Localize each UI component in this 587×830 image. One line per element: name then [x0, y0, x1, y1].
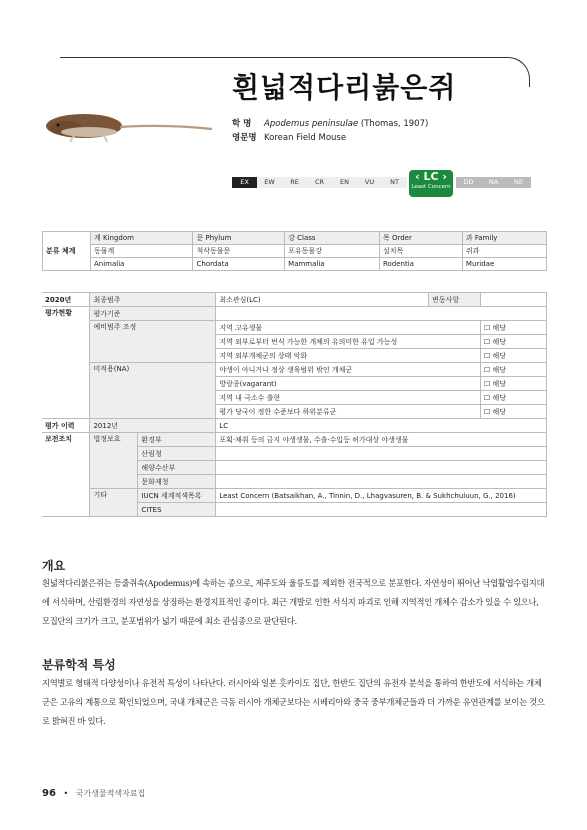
table-cell: 포획·채취 등의 금지 야생생물, 수출·수입등 허가대상 야생생물: [216, 433, 547, 447]
table-cell: 계 Kingdom: [91, 232, 193, 245]
table-cell: Chordata: [193, 258, 285, 271]
table-cell: 척삭동물문: [193, 245, 285, 258]
table-cell: 야생이 아니거나 정상 생육범위 밖인 개체군: [216, 363, 481, 377]
table-cell: [481, 293, 547, 307]
table-cell: 포유동물강: [285, 245, 380, 258]
table-cell: Animalia: [91, 258, 193, 271]
check-item[interactable]: ☐ 해당: [481, 349, 547, 363]
table-cell: CITES: [138, 503, 216, 517]
table-cell: 기타: [90, 489, 138, 517]
check-item[interactable]: ☐ 해당: [481, 335, 547, 349]
iucn-cell: NE: [506, 177, 531, 188]
table-cell: 방랑종(vagarant): [216, 377, 481, 391]
table-cell: 설치목: [379, 245, 462, 258]
table-cell: 예비범주 조정: [90, 321, 216, 363]
taxonomy-table: [42, 231, 547, 271]
table-cell: [216, 447, 547, 461]
iucn-cell: EN: [332, 177, 357, 188]
table-cell: [216, 475, 547, 489]
iucn-current-sub: Least Concern: [411, 184, 451, 190]
protect-label: 보전조치: [42, 433, 90, 517]
check-item[interactable]: ☐ 해당: [481, 405, 547, 419]
table-cell: Least Concern (Batsaikhan, A., Tinnin, D., Lhagvasuren, B. & Sukhchuluun, G., 2016): [216, 489, 547, 503]
table-cell: 지역 고유생물: [216, 321, 481, 335]
table-cell: 쥐과: [462, 245, 546, 258]
table-cell: 변동사항: [429, 293, 481, 307]
table-cell: Rodentia: [379, 258, 462, 271]
table-cell: Mammalia: [285, 258, 380, 271]
table-cell: 목 Order: [379, 232, 462, 245]
sci-author: (Thomas, 1907): [360, 119, 429, 129]
check-item[interactable]: ☐ 해당: [481, 363, 547, 377]
iucn-cell: RE: [282, 177, 307, 188]
table-cell: 2012년: [90, 419, 216, 433]
table-cell: 지역 내 극소수 출현: [216, 391, 481, 405]
iucn-cell: NT: [382, 177, 407, 188]
iucn-cell: CR: [307, 177, 332, 188]
footer-separator: •: [63, 789, 69, 798]
overview-heading: 개요: [42, 559, 66, 573]
table-cell: 미적용(NA): [90, 363, 216, 419]
iucn-cell: VU: [357, 177, 382, 188]
taxo-traits-text: 지역별로 형태적 다양성이나 유전적 특성이 나타난다. 러시아와 일본 홋카이도 집단, 한반도 집단의 유전자 분석을 통하여 한반도에 서식하는 개체군은 고유의 계통으로 확인되었으며, 국내 개체군은 극동 러시아 개체군보다는 시베리아와 중국 중부개체군들과 더 가까운 유연관계를 보이는 것으로 밝혀진 바 있다.: [42, 678, 545, 726]
table-cell: 최소관심(LC): [216, 293, 429, 307]
page-number: 96: [42, 788, 56, 799]
check-item[interactable]: ☐ 해당: [481, 391, 547, 405]
page-title: 흰넓적다리붉은쥐: [232, 71, 457, 104]
table-cell: 산림청: [138, 447, 216, 461]
table-cell: 과 Family: [462, 232, 546, 245]
page-footer: [42, 788, 145, 799]
history-label: 평가 이력: [42, 419, 90, 433]
overview-text: 흰넓적다리붉은쥐는 등줄쥐속(Apodemus)에 속하는 종으로, 제주도와 울릉도를 제외한 전국적으로 분포한다. 자연성이 뛰어난 낙엽활엽수림지대에 서식하며, 산림환경의 자연성을 상징하는 환경지표적인 종이다. 최근 개발로 인한 서식지 파괴로 인해 지역적인 개체수 감소가 있을 수 있으나, 모집단의 크기가 크고, 분포범위가 넓기 때문에 최소 관심종으로 판단된다.: [42, 578, 545, 626]
table-cell: 문 Phylum: [193, 232, 285, 245]
sci-name: Apodemus peninsulae: [264, 119, 359, 129]
sci-name-label: 학 명: [232, 119, 252, 129]
table-cell: [216, 307, 547, 321]
iucn-current: LC: [423, 170, 439, 183]
species-names: [232, 117, 428, 145]
table-cell: LC: [216, 419, 547, 433]
table-cell: 지역 외부로부터 번식 가능한 개체의 유의미한 유입 가능성: [216, 335, 481, 349]
check-item[interactable]: ☐ 해당: [481, 377, 547, 391]
table-cell: 평가 당국이 정한 수준보다 하위분류군: [216, 405, 481, 419]
table-cell: 지역 외부개체군의 상태 악화: [216, 349, 481, 363]
table-cell: 환경부: [138, 433, 216, 447]
iucn-cell: DD: [456, 177, 481, 188]
year-label: 2020년: [42, 293, 90, 307]
iucn-cell: NA: [481, 177, 506, 188]
table-cell: [216, 503, 547, 517]
table-cell: 해양수산부: [138, 461, 216, 475]
table-cell: IUCN 세계적색목록: [138, 489, 216, 503]
table-cell: 강 Class: [285, 232, 380, 245]
footer-text: 국가생물적색자료집: [75, 789, 146, 798]
eng-name-label: 영문명: [232, 133, 257, 143]
taxonomy-header: 분류 체계: [43, 232, 91, 271]
status-label: 평가현황: [42, 307, 90, 419]
mouse-photo: [44, 106, 216, 146]
iucn-current-badge: ‹ LC › Least Concern: [409, 170, 453, 197]
eng-name: Korean Field Mouse: [264, 133, 347, 143]
table-cell: 평가기준: [90, 307, 216, 321]
table-cell: Muridae: [462, 258, 546, 271]
table-cell: 법정보호: [90, 433, 138, 489]
iucn-cell: EX: [232, 177, 257, 188]
status-table: [42, 292, 547, 517]
table-cell: 최종범주: [90, 293, 216, 307]
taxo-traits-heading: 분류학적 특성: [42, 658, 116, 672]
table-cell: 문화재청: [138, 475, 216, 489]
iucn-cell: EW: [257, 177, 282, 188]
table-cell: [216, 461, 547, 475]
table-cell: 동물계: [91, 245, 193, 258]
check-item[interactable]: ☐ 해당: [481, 321, 547, 335]
